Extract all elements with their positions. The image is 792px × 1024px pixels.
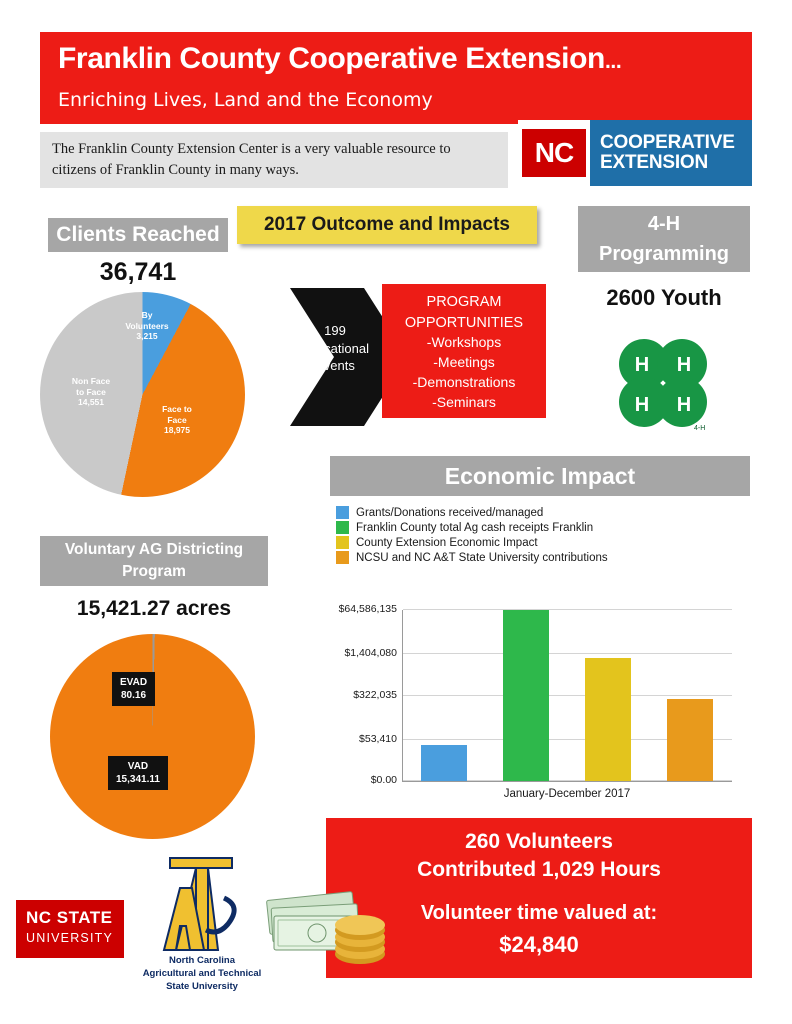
svg-text:H: H (634, 394, 650, 416)
voluntary-ag-heading (40, 536, 268, 586)
y-axis-tick-label: $1,404,080 (344, 647, 397, 660)
pie-slice-label-evad (112, 672, 155, 706)
pie-slice-label-volunteers (116, 310, 178, 342)
legend-item (336, 521, 746, 534)
nc-logo-line2: EXTENSION (600, 152, 708, 173)
legend-swatch-icon (336, 506, 349, 519)
pie-slice-label-face-to-face (146, 404, 208, 436)
legend-label: NCSU and NC A&T State University contributions (356, 551, 608, 564)
gridline (344, 647, 732, 660)
pie-slice-f2f-value: 18,975 (164, 425, 190, 436)
pie-slice-evad-value: 80.16 (121, 690, 147, 701)
fourh-youth-count: 2600 Youth (606, 285, 722, 310)
economic-impact-heading: Economic Impact (330, 456, 750, 496)
gridline (353, 688, 732, 701)
clover-caption: 4-H (694, 425, 706, 432)
chart-plot-area (338, 603, 732, 786)
bar-extension-economic-impact (585, 658, 631, 781)
pie-slice-label-vad (108, 756, 168, 790)
legend-swatch-icon (336, 521, 349, 534)
ncat-line1: North Carolina (169, 955, 235, 966)
legend-label: County Extension Economic Impact (356, 536, 538, 549)
y-axis-tick-label: $53,410 (359, 732, 397, 745)
pie-slice-label-non-face-to-face (62, 376, 120, 408)
clover-leaf-icon (608, 330, 718, 440)
ncat-line3: State University (166, 980, 238, 992)
program-opportunities-item: -Demonstrations (412, 373, 516, 390)
nc-at-university-name (108, 955, 296, 993)
page-subtitle: Enriching Lives, Land and the Economy (58, 89, 433, 111)
nc-logo-line1: COOPERATIVE (600, 132, 735, 154)
pie-slice-evad-name: EVAD (120, 677, 148, 688)
bar-university-contributions (667, 699, 713, 781)
pie-slice-vad-name: VAD (127, 761, 149, 772)
y-axis-tick-label: $64,586,135 (338, 603, 397, 615)
pie-slice-nonf2f-l1: Non Face (71, 376, 111, 386)
nc-cooperative-extension-logo (518, 120, 752, 186)
fourh-heading (578, 206, 750, 272)
program-opportunities-title-l1: PROGRAM (426, 294, 502, 310)
nc-logo-mark-container (518, 120, 590, 186)
voluntary-ag-heading-l1: Voluntary AG Districting (64, 540, 244, 558)
clients-reached-total: 36,741 (99, 258, 177, 286)
events-line2: Educational (301, 340, 369, 356)
resource-blurb: The Franklin County Extension Center is a very valuable resource to citizens of Franklin County in many ways. (40, 132, 508, 188)
pie-slice-volunteers-value: 3,215 (136, 331, 158, 342)
legend-swatch-icon (336, 551, 349, 564)
nc-state-university-logo (16, 900, 124, 958)
voluntary-ag-heading-l2: Program (122, 563, 186, 580)
legend-label: Grants/Donations received/managed (356, 506, 544, 519)
voluntary-ag-acres: 15,421.27 acres (76, 597, 232, 620)
page-title-ellipsis: ... (604, 50, 622, 73)
ncat-monogram-icon (140, 854, 264, 956)
educational-events-label (296, 322, 374, 375)
nc-at-university-logo (140, 854, 264, 956)
four-h-clover-icon (608, 330, 718, 440)
outcome-banner: 2017 Outcome and Impacts (237, 206, 537, 244)
pie-slice-volunteers-l1: By (141, 310, 153, 320)
pie-slice-f2f-l2: Face (167, 414, 187, 425)
pie-slice-vad-value: 15,341.11 (116, 774, 160, 785)
legend-label: Franklin County total Ag cash receipts Franklin (356, 521, 594, 534)
legend-item (336, 506, 746, 519)
economic-impact-legend (336, 506, 746, 566)
program-opportunities-item: -Seminars (432, 393, 496, 410)
legend-swatch-icon (336, 536, 349, 549)
fourh-heading-line1: 4-H (647, 213, 681, 235)
svg-text:H: H (676, 394, 692, 416)
pie-slice-nonf2f-value: 14,551 (78, 397, 104, 408)
bar-grants-donations (421, 745, 467, 781)
pie-slice-f2f-l1: Face to (162, 404, 192, 414)
legend-item (336, 536, 746, 549)
economic-impact-bar-chart (330, 604, 750, 814)
events-line3: Events (315, 358, 355, 374)
program-opportunities-box (382, 284, 546, 418)
volunteers-value-amount: $24,840 (499, 932, 579, 957)
page-title-text: Franklin County Cooperative Extension (58, 42, 605, 75)
nc-logo-mark: NC (522, 129, 586, 177)
volunteers-count: 260 Volunteers (465, 830, 613, 853)
program-opportunities-title-l2: OPPORTUNITIES (404, 314, 524, 331)
svg-text:H: H (676, 354, 692, 376)
voluntary-ag-pie-circle (50, 634, 255, 839)
voluntary-ag-pie-chart (50, 634, 262, 836)
pie-slice-nonf2f-l2: to Face (76, 386, 106, 397)
program-opportunities-item: -Meetings (433, 354, 495, 371)
program-opportunities-item: -Workshops (426, 334, 502, 351)
chart-x-axis-label: January-December 2017 (503, 788, 631, 800)
clients-reached-heading: Clients Reached (48, 218, 228, 252)
nc-state-line2: UNIVERSITY (26, 931, 114, 945)
svg-text:H: H (634, 354, 650, 376)
pie-slice-volunteers-l2: Volunteers (125, 320, 169, 331)
gridline (338, 603, 732, 615)
nc-logo-wordmark (590, 120, 752, 186)
page-title (58, 42, 621, 76)
y-axis-tick-label: $0.00 (370, 774, 397, 786)
volunteers-hours: Contributed 1,029 Hours (417, 858, 661, 881)
volunteers-value-label: Volunteer time valued at: (420, 902, 658, 924)
y-axis-tick-label: $322,035 (353, 688, 397, 701)
events-count: 199 (324, 323, 346, 338)
bar-ag-cash-receipts (503, 610, 549, 781)
clients-reached-pie-chart (40, 292, 250, 504)
ncat-line2: Agricultural and Technical (142, 967, 262, 979)
nc-state-line1: NC STATE (26, 908, 113, 927)
fourh-heading-line2: Programming (598, 243, 730, 265)
legend-item (336, 551, 746, 564)
